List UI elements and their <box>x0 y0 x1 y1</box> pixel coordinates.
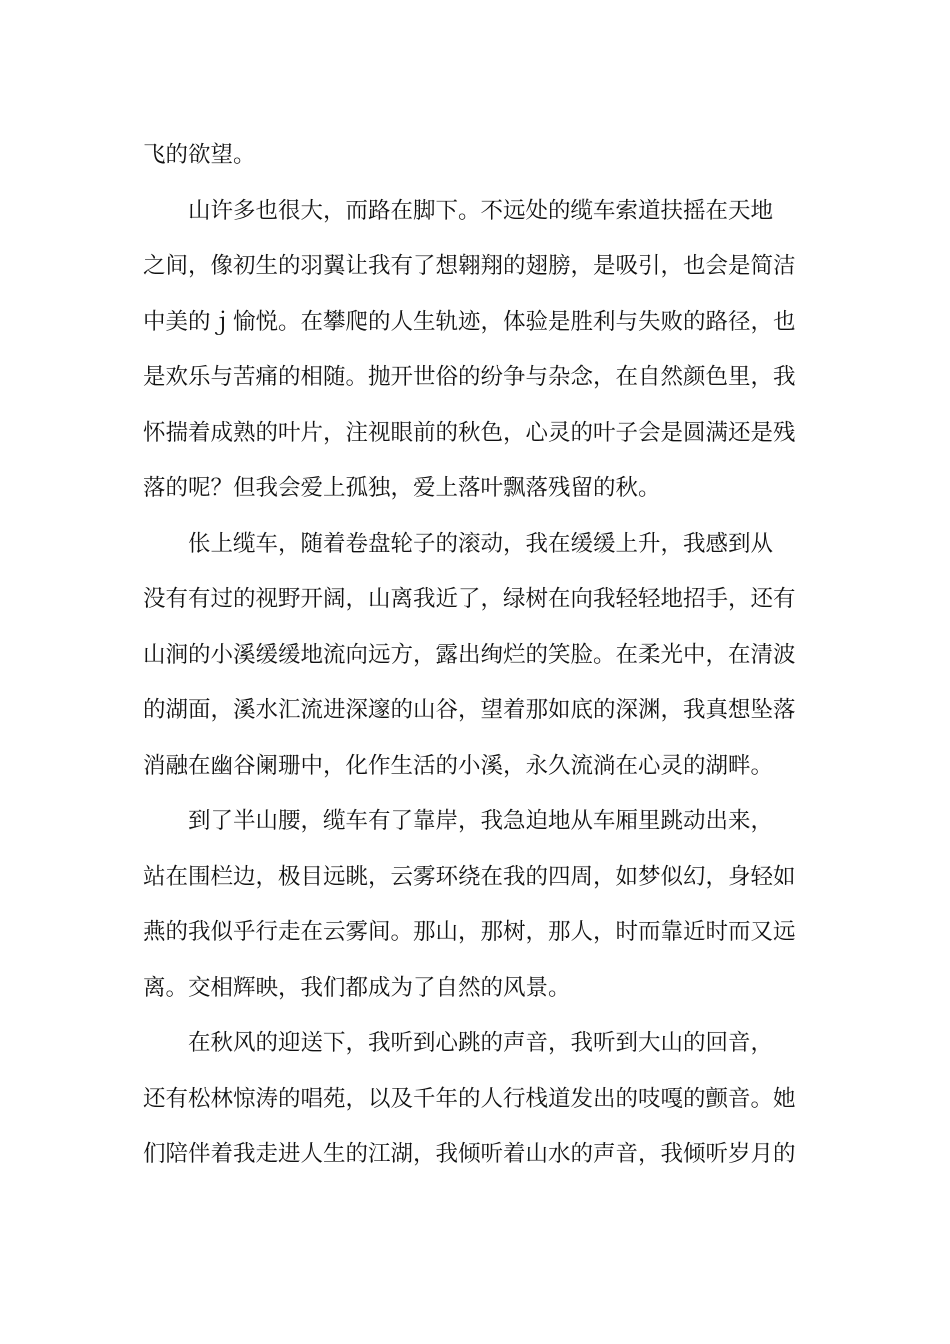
paragraph-cable-car-ride: 伥上缆车，随着卷盘轮子的滚动，我在缓缓上升，我感到从 没有有过的视野开阔，山离我近了，绿树在向我轻轻地招手，还有 山涧的小溪缓缓地流向远方，露出绚烂的笑脸。在柔光中，在清波 的湖面，溪水汇流进深邃的山谷，望着那如底的深渊，我真想坠落 消融在幽谷阑珊中，化作生活的小溪，永久流淌在心灵的湖畔。 <box>143 530 796 779</box>
document-body <box>143 128 809 1183</box>
paragraph-autumn-wind: 在秋风的迎送下，我听到心跳的声音，我听到大山的回音， 还有松林惊涛的唱苑，以及千年的人行栈道发出的吱嘎的颤音。她 们陪伴着我走进人生的江湖，我倾听着山水的声音，我倾听岁月的 <box>143 1030 796 1167</box>
paragraph-halfway-mountain: 到了半山腰，缆车有了靠岸，我急迫地从车厢里跳动出来， 站在围栏边，极目远眺，云雾环绕在我的四周，如梦似幻，身轻如 燕的我似乎行走在云雾间。那山，那树，那人，时而靠近时而又远 离。交相辉映，我们都成为了自然的风景。 <box>143 808 796 1001</box>
paragraph-continuation: 飞的欲望。 <box>143 142 256 168</box>
paragraph-mountain-road: 山许多也很大，而路在脚下。不远处的缆车索道扶摇在天地 之间，像初生的羽翼让我有了想翱翔的翅膀，是吸引，也会是简洁 中美的ｊ愉悦。在攀爬的人生轨迹，体验是胜利与失败的路径，也 是欢乐与苦痛的相随。抛开世俗的纷争与杂念，在自然颜色里，我 怀揣着成熟的叶片，注视眼前的秋色，心灵的叶子会是圆满还是残 落的呢？但我会爱上孤独，爱上落叶飘落残留的秋。 <box>143 197 796 501</box>
